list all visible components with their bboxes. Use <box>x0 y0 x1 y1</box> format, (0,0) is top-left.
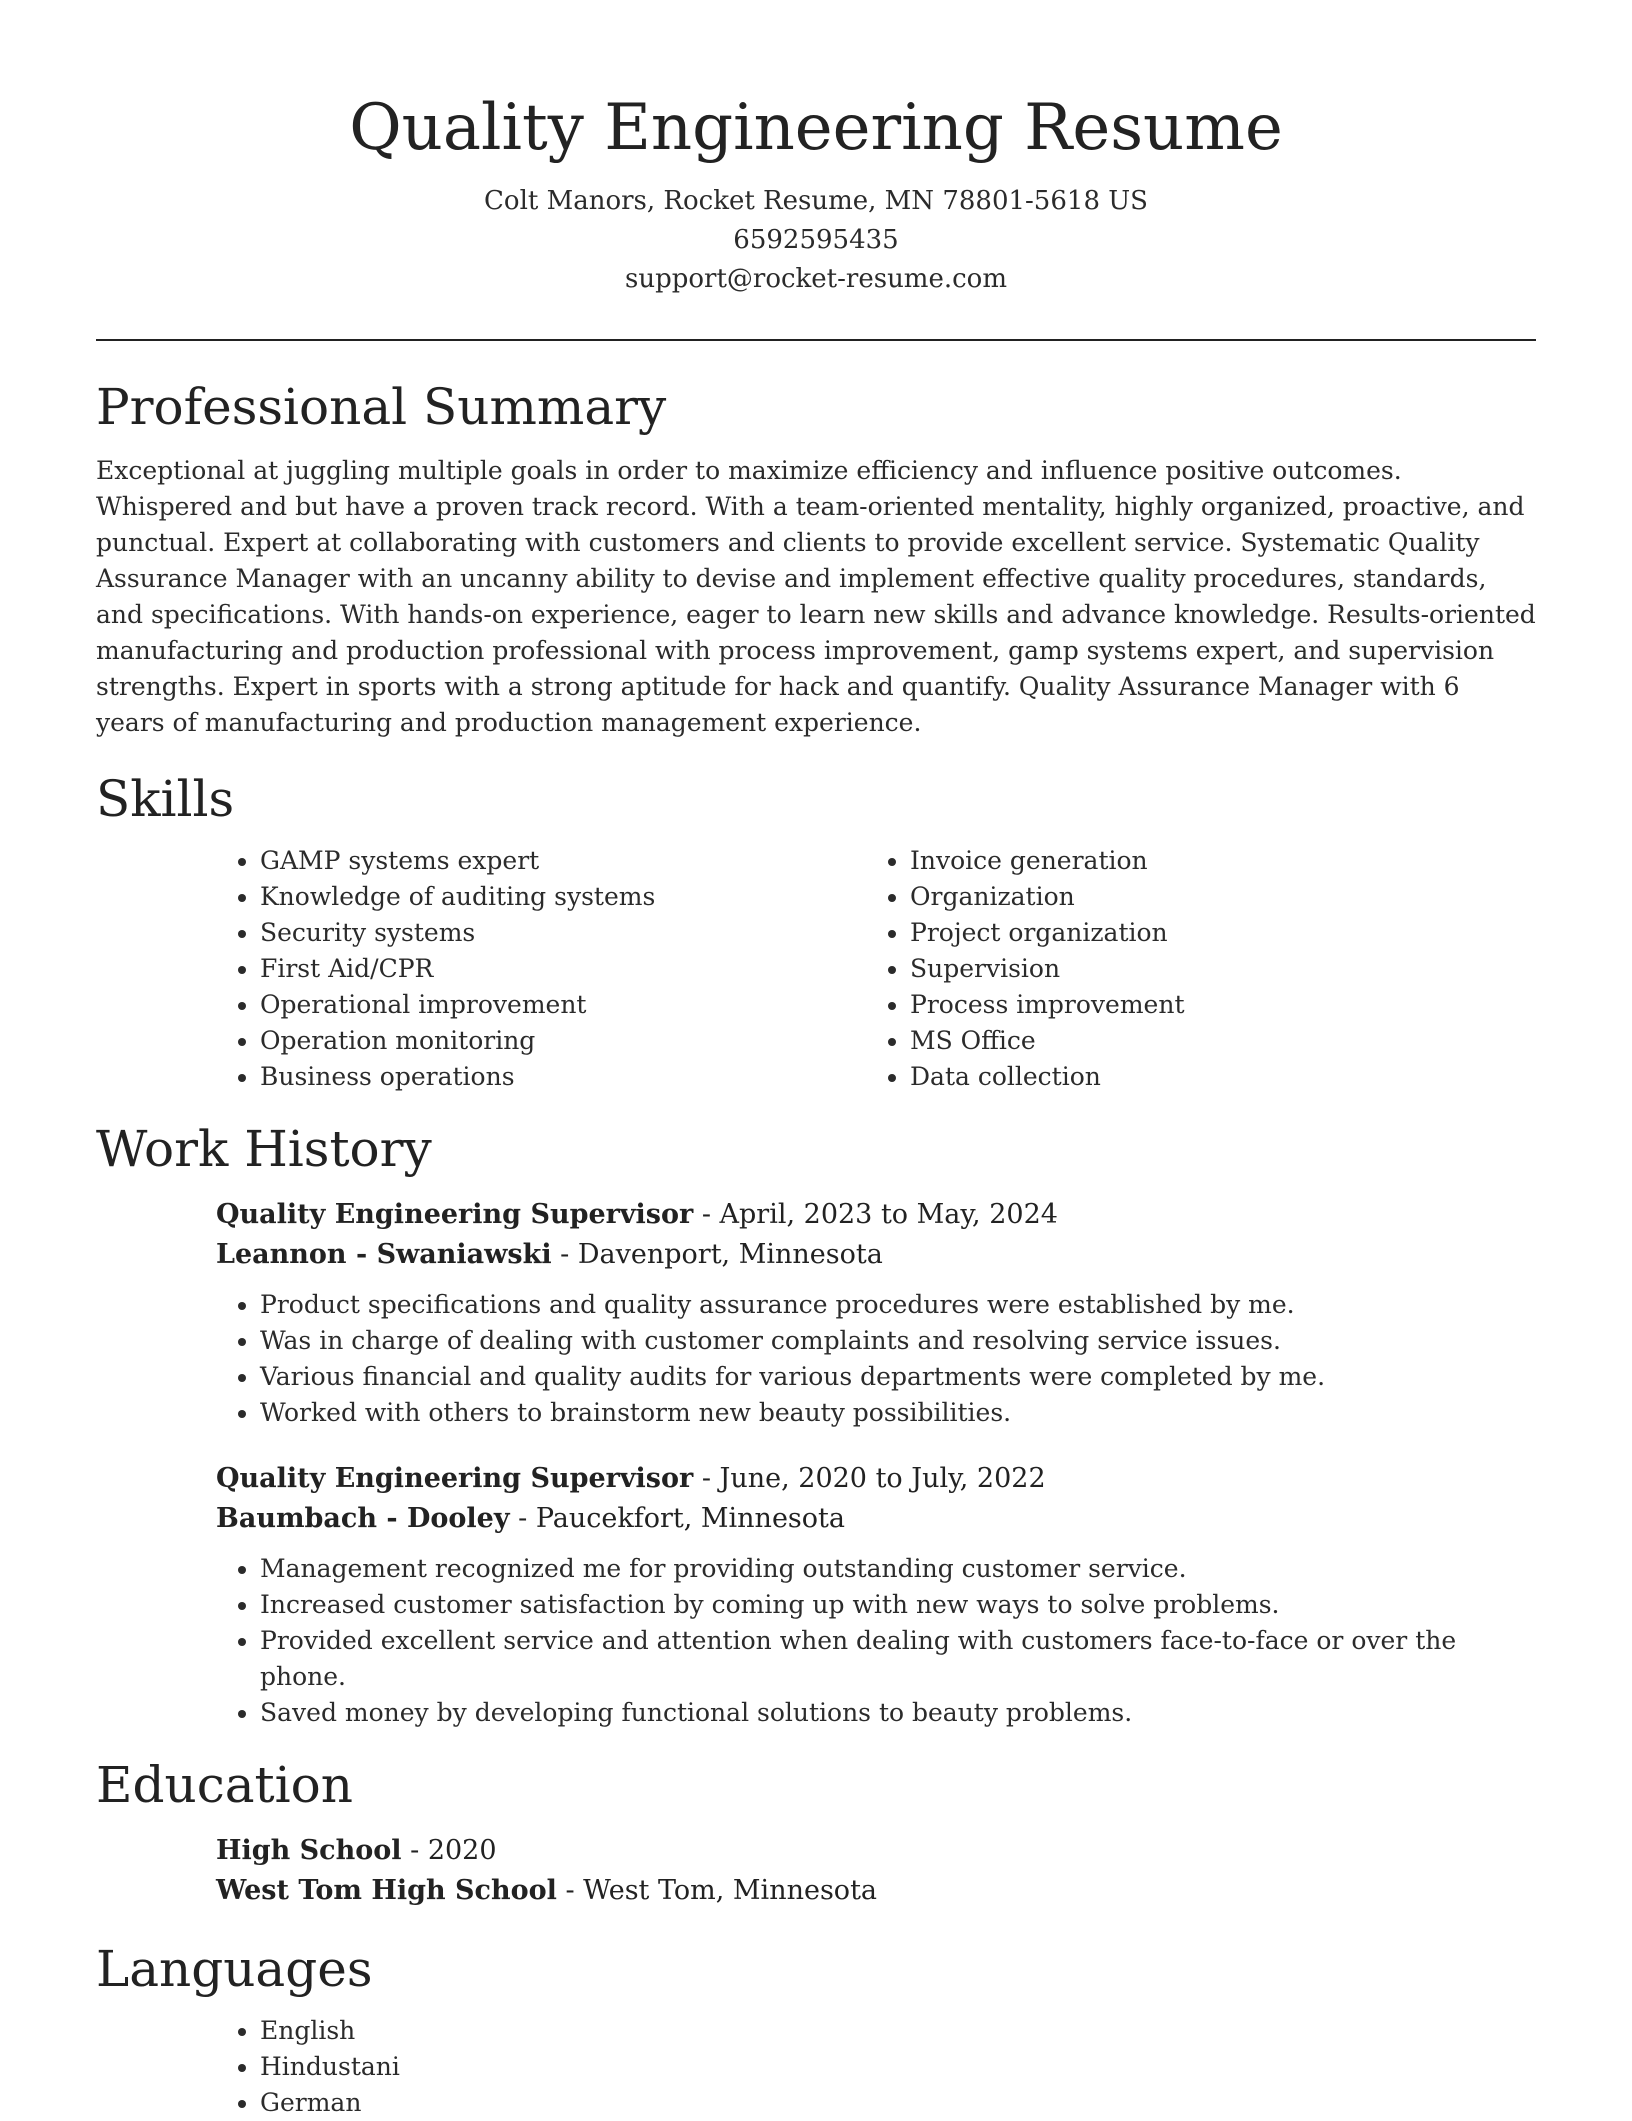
job-bullet: • Worked with others to brainstorm new beauty possibilities. <box>260 1395 1536 1431</box>
education-school: West Tom High School <box>216 1875 557 1906</box>
resume-header <box>96 0 1536 299</box>
languages-section <box>96 1937 1536 2121</box>
job-location: - Davenport, Minnesota <box>551 1239 883 1270</box>
education-section <box>96 1753 1536 1911</box>
skill-item: • Operation monitoring <box>260 1023 866 1059</box>
job-location: - Paucekfort, Minnesota <box>509 1503 845 1534</box>
skill-item: • MS Office <box>910 1023 1516 1059</box>
education-degree-line <box>216 1831 1536 1871</box>
language-item: • German <box>260 2085 1536 2121</box>
skill-item: • Operational improvement <box>260 987 866 1023</box>
resume-page <box>96 0 1536 2121</box>
skills-column-right <box>866 843 1516 1095</box>
language-item: • English <box>260 2013 1536 2049</box>
job-title: Quality Engineering Supervisor <box>216 1199 694 1230</box>
skill-item: • Business operations <box>260 1059 866 1095</box>
education-entry <box>216 1831 1536 1911</box>
job-org-line <box>216 1499 1536 1539</box>
work-history-heading: Work History <box>96 1120 432 1178</box>
job-bullet: • Was in charge of dealing with customer complaints and resolving service issues. <box>260 1323 1536 1359</box>
job-company: Leannon - Swaniawski <box>216 1239 552 1270</box>
contact-phone: 6592595435 <box>733 225 899 255</box>
contact-block <box>96 182 1536 299</box>
skill-item: • Supervision <box>910 951 1516 987</box>
skill-item: • Security systems <box>260 915 866 951</box>
skills-heading: Skills <box>96 770 235 828</box>
job-entry <box>216 1459 1536 1539</box>
education-location: - West Tom, Minnesota <box>556 1875 878 1906</box>
job-bullet: • Product specifications and quality assurance procedures were established by me. <box>260 1287 1536 1323</box>
skills-section <box>96 767 1536 1095</box>
education-degree: High School <box>216 1835 402 1866</box>
job-company: Baumbach - Dooley <box>216 1503 510 1534</box>
job-title-line <box>216 1459 1536 1499</box>
job-title-line <box>216 1195 1536 1235</box>
languages-list <box>216 2013 1536 2121</box>
job-entry <box>216 1195 1536 1275</box>
skill-item: • Process improvement <box>910 987 1516 1023</box>
contact-email: support@rocket-resume.com <box>624 264 1007 294</box>
summary-heading: Professional Summary <box>96 378 667 436</box>
skill-item: • Data collection <box>910 1059 1516 1095</box>
job-bullet: • Provided excellent service and attention when dealing with customers face-to-face or over the phone. <box>260 1623 1536 1695</box>
work-history-section <box>96 1117 1536 1731</box>
education-year: - 2020 <box>401 1835 497 1866</box>
summary-text: Exceptional at juggling multiple goals in order to maximize efficiency and influence positive outcomes. Whispered and but have a proven track record. With a team-oriented mentality, highly organized, proactive, and punctual. Expert at collaborating with customers and clients to provide excellent service. Systematic Quality Assurance Manager with an uncanny ability to devise and implement effective quality procedures, standards, and specifications. With hands-on experience, eager to learn new skills and advance knowledge. Results-oriented manufacturing and production professional with process improvement, gamp systems expert, and supervision strengths. Expert in sports with a strong aptitude for hack and quantify. Quality Assurance Manager with 6 years of manufacturing and production management experience. <box>96 456 1536 737</box>
skills-grid <box>216 843 1536 1095</box>
resume-title: Quality Engineering Resume <box>349 91 1283 165</box>
job-title: Quality Engineering Supervisor <box>216 1463 694 1494</box>
header-divider <box>96 339 1536 341</box>
skill-item: • Project organization <box>910 915 1516 951</box>
contact-address: Colt Manors, Rocket Resume, MN 78801-5618 US <box>484 186 1148 216</box>
job-org-line <box>216 1235 1536 1275</box>
education-school-line <box>216 1871 1536 1911</box>
skill-item: • First Aid/CPR <box>260 951 866 987</box>
skill-item: • Organization <box>910 879 1516 915</box>
job-bullet: • Management recognized me for providing outstanding customer service. <box>260 1551 1536 1587</box>
skills-column-left <box>216 843 866 1095</box>
job-bullets <box>216 1551 1536 1731</box>
languages-heading: Languages <box>96 1940 373 1998</box>
job-dates: - June, 2020 to July, 2022 <box>693 1463 1046 1494</box>
job-bullets <box>216 1287 1536 1431</box>
job-bullet: • Increased customer satisfaction by coming up with new ways to solve problems. <box>260 1587 1536 1623</box>
summary-section <box>96 375 1536 741</box>
job-bullet: • Saved money by developing functional solutions to beauty problems. <box>260 1695 1536 1731</box>
skill-item: • Knowledge of auditing systems <box>260 879 866 915</box>
language-item: • Hindustani <box>260 2049 1536 2085</box>
skill-item: • GAMP systems expert <box>260 843 866 879</box>
job-bullet: • Various financial and quality audits for various departments were completed by me. <box>260 1359 1536 1395</box>
education-heading: Education <box>96 1756 353 1814</box>
job-dates: - April, 2023 to May, 2024 <box>693 1199 1058 1230</box>
skill-item: • Invoice generation <box>910 843 1516 879</box>
